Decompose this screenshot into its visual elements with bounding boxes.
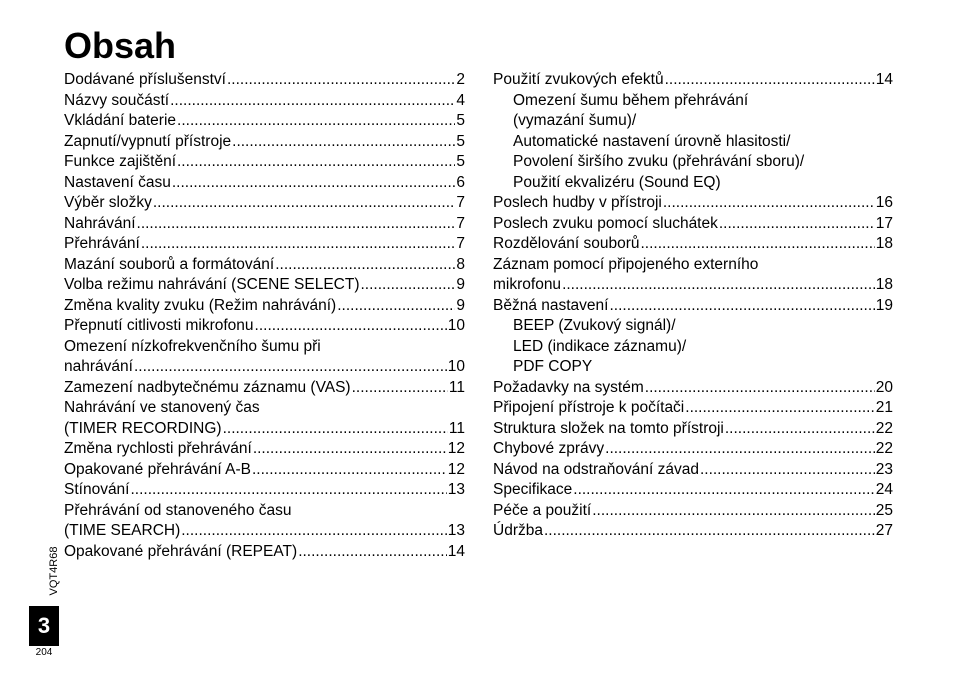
dot-leader [641,234,875,255]
dot-leader [131,480,447,501]
toc-entry-page: 14 [875,71,893,88]
toc-entry [64,193,465,214]
dot-leader [592,501,875,522]
toc-entry-title: Zapnutí/vypnutí přístroje [64,132,232,150]
toc-entry-page: 18 [875,235,893,252]
toc-entry-page: 7 [456,194,465,211]
toc-entry [64,234,465,255]
page-number-badge: 3 [29,606,59,646]
secondary-page-number: 204 [35,647,53,658]
toc-entry [493,419,893,440]
toc-entry [64,111,465,132]
toc-entry-title: Opakované přehrávání A-B [64,460,251,478]
toc-entry-page: 7 [456,214,465,232]
dot-leader [645,378,875,399]
toc-entry-page: 25 [875,501,893,519]
toc-entry-title: Dodávané příslušenství [64,71,226,88]
toc-entry [64,460,465,481]
dot-leader [134,357,447,378]
toc-entry-title: BEEP (Zvukový signál)/ [513,317,676,334]
dot-leader [232,132,455,153]
toc-entry-title: nahrávání [64,358,133,375]
dot-leader [252,460,447,481]
toc-entry-title: Péče a použití [493,501,592,519]
dot-leader [275,255,455,276]
document-code-text: VQT4R68 [48,546,60,596]
toc-entry [64,316,465,337]
toc-entry-page: 22 [875,419,893,437]
dot-leader [177,111,455,132]
dot-leader [337,296,455,317]
toc-entry-title: Nahrávání ve stanovený čas [64,399,260,416]
toc-entry-title: Specifikace [493,481,573,498]
dot-leader [227,70,455,91]
toc-entry-title: Přepnutí citlivosti mikrofonu [64,317,254,334]
toc-entry-title: Zamezení nadbytečnému záznamu (VAS) [64,378,351,396]
toc-entry-title: Výběr složky [64,194,152,211]
dot-leader [360,275,455,296]
toc-entry-page: 18 [875,276,893,293]
toc-entry-page: 5 [456,153,465,170]
toc-entry [64,419,465,440]
toc-entry-title: (TIMER RECORDING) [64,419,222,437]
dot-leader [223,419,448,440]
toc-entry [64,91,465,112]
toc-entry-page: 16 [875,194,893,211]
toc-entry [493,378,893,399]
toc-entry-title: Názvy součástí [64,91,170,109]
toc-entry-title: Nastavení času [64,173,171,191]
dot-leader [172,173,456,194]
toc-entry-page: 23 [875,460,893,478]
toc-entry [64,439,465,460]
toc-entry-title: Připojení přístroje k počítači [493,399,685,416]
toc-entry [64,132,465,153]
dot-leader [177,152,455,173]
toc-entry-page: 20 [875,378,893,396]
toc-entry-page: 2 [456,71,465,88]
toc-entry-title: Mazání souborů a formátování [64,255,275,273]
toc-entry-page: 22 [875,440,893,457]
toc-entry [64,173,465,194]
toc-entry-title: mikrofonu [493,276,562,293]
dot-leader [181,521,447,542]
toc-entry-page: 4 [456,91,465,109]
toc-entry [493,337,893,358]
toc-entry-page: 9 [456,276,465,293]
toc-entry-page: 13 [447,522,465,539]
toc-entry [64,521,465,542]
toc-entry-title: Požadavky na systém [493,378,644,396]
toc-entry-title: Běžná nastavení [493,296,609,314]
dot-leader [255,316,447,337]
toc-entry [493,111,893,132]
toc-entry [493,439,893,460]
toc-entry-page: 10 [447,358,465,375]
toc-entry-title: Chybové zprávy [493,440,605,457]
toc-entry-title: Volba režimu nahrávání (SCENE SELECT) [64,276,360,293]
toc-left-column [64,70,465,562]
toc-entry-page: 17 [875,214,893,232]
toc-entry-page: 12 [447,460,465,478]
dot-leader [609,296,874,317]
toc-entry [493,316,893,337]
dot-leader [170,91,455,112]
toc-entry-page: 21 [875,399,893,416]
toc-entry [64,357,465,378]
toc-entry [493,480,893,501]
toc-entry-title: Záznam pomocí připojeného externího [493,255,759,273]
toc-entry-page: 5 [456,112,465,129]
toc-entry [493,521,893,542]
dot-leader [253,439,447,460]
toc-entry [64,152,465,173]
toc-entry-title: Omezení šumu během přehrávání [513,91,749,109]
dot-leader [663,193,875,214]
toc-entry-title: Změna kvality zvuku (Režim nahrávání) [64,296,337,314]
toc-entry [493,398,893,419]
toc-entry-title: Povolení širšího zvuku (přehrávání sboru)/ [513,153,805,170]
toc-entry-page: 27 [875,522,893,539]
toc-entry [493,152,893,173]
dot-leader [605,439,875,460]
dot-leader [137,214,456,235]
toc-entry-title: Rozdělování souborů [493,235,640,252]
dot-leader [562,275,875,296]
dot-leader [685,398,874,419]
toc-entry [64,480,465,501]
dot-leader [573,480,874,501]
toc-entry-page: 14 [447,542,465,560]
toc-entry-title: Údržba [493,522,543,539]
toc-entry-page: 7 [456,235,465,252]
toc-entry-page: 12 [447,440,465,457]
toc-entry [493,214,893,235]
toc-entry [493,193,893,214]
dot-leader [352,378,448,399]
toc-entry-title: (TIME SEARCH) [64,522,181,539]
dot-leader [700,460,875,481]
toc-entry-title: Přehrávání [64,235,140,252]
toc-entry [493,234,893,255]
toc-entry [64,501,465,522]
toc-entry-title: Použití ekvalizéru (Sound EQ) [513,173,721,191]
dot-leader [153,193,456,214]
toc-entry [493,255,893,276]
toc-entry-title: Struktura složek na tomto přístroji [493,419,724,437]
toc-entry-title: (vymazání šumu)/ [513,112,637,129]
toc-entry-title: Stínování [64,481,130,498]
toc-entry-page: 5 [456,132,465,150]
toc-entry-page: 6 [456,173,465,191]
document-code [38,538,68,602]
toc-entry-page: 24 [875,481,893,498]
toc-entry-title: Nahrávání [64,214,136,232]
dot-leader [298,542,447,563]
toc-entry-title: Změna rychlosti přehrávání [64,440,252,457]
toc-entry-title: Návod na odstraňování závad [493,460,699,478]
toc-entry [64,214,465,235]
toc-entry [493,173,893,194]
toc-entry-page: 10 [447,317,465,334]
toc-entry [64,398,465,419]
toc-entry-title: Použití zvukových efektů [493,71,664,88]
toc-entry-title: Poslech hudby v přístroji [493,194,662,211]
toc-entry [493,91,893,112]
dot-leader [725,419,875,440]
toc-entry-page: 13 [447,481,465,498]
toc-entry-title: Omezení nízkofrekvenčního šumu při [64,337,321,355]
toc-entry-page: 11 [448,419,465,437]
dot-leader [141,234,456,255]
toc-entry-page: 11 [448,378,465,396]
toc-entry [493,296,893,317]
toc-entry [64,378,465,399]
toc-entry [493,357,893,378]
toc-entry [493,275,893,296]
toc-entry-page: 9 [456,296,465,314]
dot-leader [719,214,875,235]
toc-entry-title: Funkce zajištění [64,153,176,170]
toc-entry-title: Automatické nastavení úrovně hlasitosti/ [513,132,791,150]
toc-entry [493,501,893,522]
toc-entry-title: Vkládání baterie [64,112,177,129]
toc-entry [493,132,893,153]
toc-entry [493,460,893,481]
page-title: Obsah [64,25,177,66]
toc-entry-title: Opakované přehrávání (REPEAT) [64,542,298,560]
toc-entry [64,296,465,317]
toc-entry-title: PDF COPY [513,358,593,375]
toc-entry-title: LED (indikace záznamu)/ [513,337,687,355]
toc-entry [64,70,465,91]
toc-entry [493,70,893,91]
toc-entry [64,275,465,296]
toc-entry-page: 19 [875,296,893,314]
toc-right-column [493,70,893,542]
toc-entry [64,337,465,358]
toc-entry [64,542,465,563]
toc-entry-title: Poslech zvuku pomocí sluchátek [493,214,718,232]
dot-leader [544,521,875,542]
toc-entry-page: 8 [456,255,465,273]
dot-leader [665,70,875,91]
toc-entry [64,255,465,276]
toc-entry-title: Přehrávání od stanoveného času [64,501,292,519]
